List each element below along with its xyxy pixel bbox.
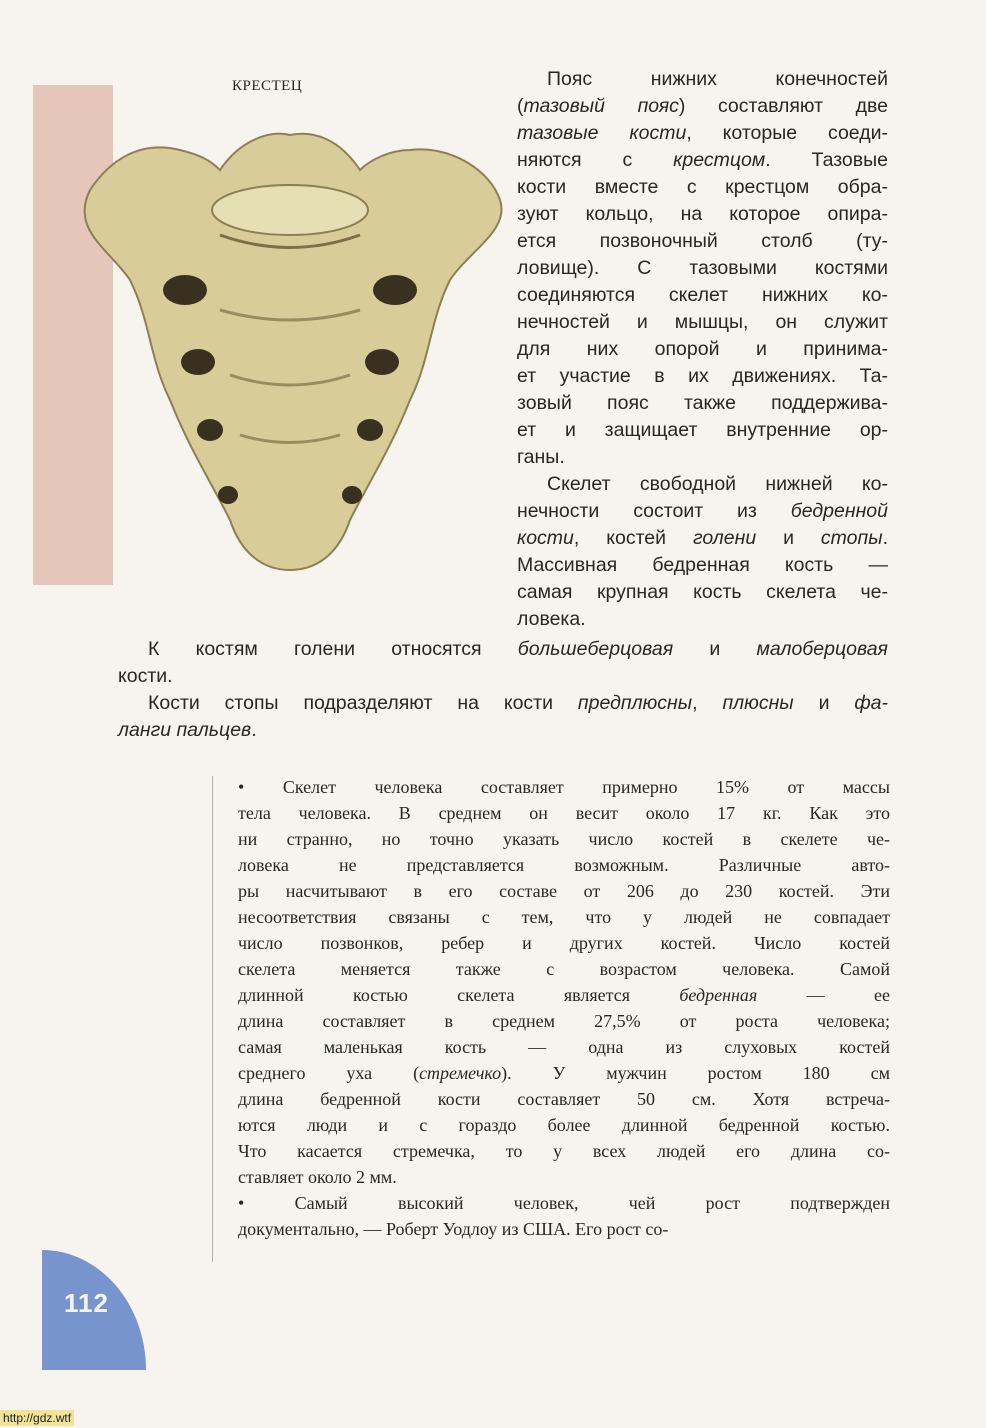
text-segment: документально, — Роберт Уодлоу из США. Его рост со- xyxy=(238,1219,669,1239)
text-segment: ( xyxy=(517,95,524,117)
text-line xyxy=(238,878,890,904)
italic-term: бедренная xyxy=(679,985,758,1005)
text-segment: несоответствия связаны с тем, что у людей не совпадает xyxy=(238,907,890,927)
text-segment: нечностей и мышцы, он служит xyxy=(517,311,888,333)
text-line xyxy=(517,417,888,444)
text-line xyxy=(517,228,888,255)
italic-term: голени xyxy=(692,527,757,549)
text-line xyxy=(238,1060,890,1086)
text-line xyxy=(517,282,888,309)
text-line xyxy=(517,201,888,228)
text-segment: Кости стопы подразделяют на кости xyxy=(148,692,578,714)
text-line xyxy=(517,525,888,552)
text-line xyxy=(238,1164,890,1190)
text-line xyxy=(118,663,888,690)
page-number-tab xyxy=(42,1250,146,1370)
text-segment: • Самый высокий человек, чей рост подтвержден xyxy=(238,1193,890,1213)
text-line xyxy=(238,1034,890,1060)
text-segment: длина составляет в среднем 27,5% от роста человека; xyxy=(238,1011,890,1031)
italic-term: плюсны xyxy=(722,692,794,714)
text-line xyxy=(517,120,888,147)
text-segment: • Скелет человека составляет примерно 15% от массы xyxy=(238,777,890,797)
facts-note xyxy=(238,774,890,1242)
text-segment: число позвонков, ребер и других костей. Число костей xyxy=(238,933,890,953)
text-line xyxy=(238,982,890,1008)
text-line xyxy=(517,606,888,633)
italic-term: кости xyxy=(517,527,574,549)
text-line xyxy=(238,826,890,852)
text-segment: К костям голени относятся xyxy=(148,638,518,660)
text-segment: — ее xyxy=(757,985,890,1005)
text-line xyxy=(238,1008,890,1034)
text-segment: ). У мужчин ростом 180 см xyxy=(501,1063,890,1083)
text-segment: ры насчитывают в его составе от 206 до 230 костей. Эти xyxy=(238,881,890,901)
text-segment: ет участие в их движениях. Та- xyxy=(517,365,888,387)
text-segment: скелета меняется также с возрастом человека. Самой xyxy=(238,959,890,979)
text-line xyxy=(517,498,888,525)
right-column-text xyxy=(517,66,888,633)
text-segment: ются люди и с гораздо более длинной бедренной костью. xyxy=(238,1115,890,1135)
text-line xyxy=(118,690,888,717)
text-line xyxy=(517,579,888,606)
text-segment: Что касается стремечка, то у всех людей его длина со- xyxy=(238,1141,890,1161)
text-segment: самая крупная кость скелета че- xyxy=(517,581,888,603)
text-segment: , которые соеди- xyxy=(686,122,888,144)
italic-term: стопы xyxy=(820,527,883,549)
italic-term: большеберцовая xyxy=(517,638,674,660)
text-line xyxy=(238,904,890,930)
text-segment: ганы. xyxy=(517,446,565,468)
full-width-text xyxy=(118,636,888,744)
text-line xyxy=(238,1112,890,1138)
italic-term: тазовые кости xyxy=(517,122,687,144)
text-segment: ставляет около 2 мм. xyxy=(238,1167,397,1187)
text-segment: и xyxy=(756,527,821,549)
text-line xyxy=(517,255,888,282)
text-segment: самая маленькая кость — одна из слуховых костей xyxy=(238,1037,890,1057)
text-line xyxy=(238,1086,890,1112)
italic-term: малоберцовая xyxy=(756,638,888,660)
text-segment: Массивная бедренная кость — xyxy=(517,554,888,576)
italic-term: бедренной xyxy=(790,500,888,522)
text-segment: Скелет свободной нижней ко- xyxy=(547,473,888,495)
text-segment: зовый пояс также поддержива- xyxy=(517,392,888,414)
sacrum-illustration xyxy=(70,100,510,580)
text-line xyxy=(517,552,888,579)
text-line xyxy=(238,852,890,878)
italic-term: тазовый пояс xyxy=(523,95,679,117)
text-segment: ет и защищает внутренние ор- xyxy=(517,419,888,441)
text-line xyxy=(517,390,888,417)
text-line xyxy=(238,774,890,800)
text-line xyxy=(238,1138,890,1164)
text-line xyxy=(517,363,888,390)
italic-term: предплюсны xyxy=(577,692,693,714)
text-segment: . xyxy=(882,527,888,549)
text-line xyxy=(517,66,888,93)
text-segment: тела человека. В среднем он весит около 17 кг. Как это xyxy=(238,803,890,823)
text-segment: зуют кольцо, на которое опира- xyxy=(517,203,888,225)
figure-label: КРЕСТЕЦ xyxy=(232,78,303,94)
page-number: 112 xyxy=(64,1288,109,1318)
text-line xyxy=(238,1216,890,1242)
text-segment: няются с xyxy=(517,149,674,171)
text-segment: , костей xyxy=(573,527,693,549)
italic-term: стремечко xyxy=(419,1063,502,1083)
italic-term: фа- xyxy=(854,692,888,714)
text-line xyxy=(517,309,888,336)
text-line xyxy=(238,930,890,956)
text-line xyxy=(517,471,888,498)
text-segment: ловека не представляется возможным. Различные авто- xyxy=(238,855,890,875)
text-segment: и xyxy=(793,692,855,714)
text-segment: ется позвоночный столб (ту- xyxy=(517,230,888,252)
text-segment: соединяются скелет нижних ко- xyxy=(517,284,888,306)
text-segment: ловека. xyxy=(517,608,586,630)
source-url[interactable]: http://gdz.wtf xyxy=(0,1410,74,1426)
text-line xyxy=(517,336,888,363)
text-segment: , xyxy=(692,692,723,714)
text-segment: Пояс нижних конечностей xyxy=(547,68,888,90)
italic-term: ланги пальцев xyxy=(118,719,252,741)
text-line xyxy=(118,717,888,744)
text-segment: кости. xyxy=(118,665,173,687)
text-segment: и xyxy=(673,638,757,660)
text-segment: ни странно, но точно указать число костей в скелете че- xyxy=(238,829,890,849)
text-line xyxy=(238,1190,890,1216)
text-line xyxy=(238,956,890,982)
text-segment: длинной костью скелета является xyxy=(238,985,680,1005)
text-segment: длина бедренной кости составляет 50 см. Хотя встреча- xyxy=(238,1089,890,1109)
text-segment: для них опорой и принима- xyxy=(517,338,888,360)
text-segment: кости вместе с крестцом обра- xyxy=(517,176,888,198)
italic-term: крестцом xyxy=(673,149,766,171)
text-segment: ) составляют две xyxy=(678,95,888,117)
text-line xyxy=(517,174,888,201)
text-line xyxy=(118,636,888,663)
text-segment: ловище). С тазовыми костями xyxy=(517,257,888,279)
text-segment: . xyxy=(251,719,257,741)
text-line xyxy=(517,93,888,120)
text-line xyxy=(517,444,888,471)
text-segment: нечности состоит из xyxy=(517,500,791,522)
text-segment: . Тазовые xyxy=(765,149,888,171)
note-rule xyxy=(212,776,213,1262)
text-line xyxy=(517,147,888,174)
text-line xyxy=(238,800,890,826)
text-segment: среднего уха ( xyxy=(238,1063,420,1083)
